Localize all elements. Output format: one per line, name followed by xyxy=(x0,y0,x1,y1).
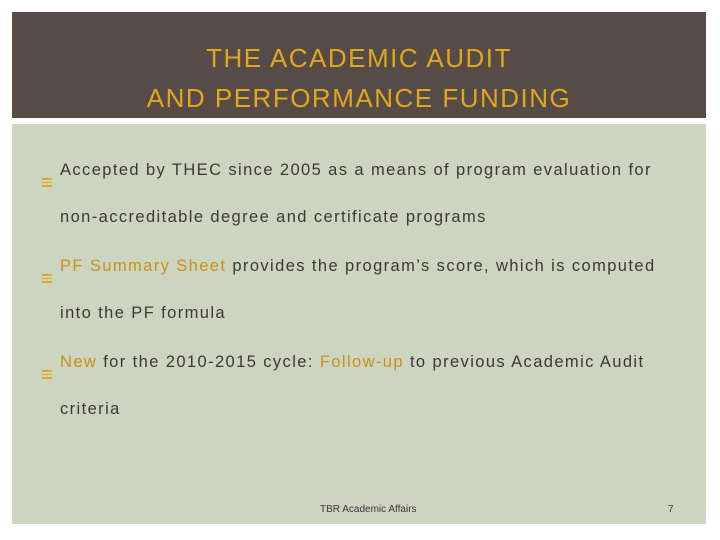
bullet-lines-icon xyxy=(42,274,52,283)
title-line-1: THE ACADEMIC AUDIT xyxy=(206,43,512,73)
bullet-text xyxy=(60,353,644,418)
slide-title xyxy=(12,38,706,118)
bullet-item-3 xyxy=(42,351,672,445)
page-number: 7 xyxy=(668,504,674,515)
bullet-highlight: PF Summary Sheet xyxy=(60,257,227,275)
title-band xyxy=(12,12,706,118)
bullet-highlight: New xyxy=(60,353,98,371)
bullet-body: provides the program’s score, which is computed into the PF formula xyxy=(60,257,656,322)
bullet-lines-icon xyxy=(42,370,52,379)
bullet-list xyxy=(42,159,672,447)
bullet-highlight-2: Follow-up xyxy=(319,353,404,371)
bullet-text: Accepted by THEC since 2005 as a means of program evaluation for non-accreditable degree and certificate programs xyxy=(60,161,652,226)
content-area xyxy=(12,124,706,524)
title-line-2: AND PERFORMANCE FUNDING xyxy=(146,83,572,113)
footer-source: TBR Academic Affairs xyxy=(320,504,417,515)
bullet-lines-icon xyxy=(42,178,52,187)
bullet-text xyxy=(60,257,656,322)
bullet-item-1 xyxy=(42,159,672,253)
bullet-body: for the 2010-2015 cycle: xyxy=(97,353,320,371)
bullet-item-2 xyxy=(42,255,672,349)
bullet-body-2: to previous Academic Audit criteria xyxy=(60,353,645,418)
